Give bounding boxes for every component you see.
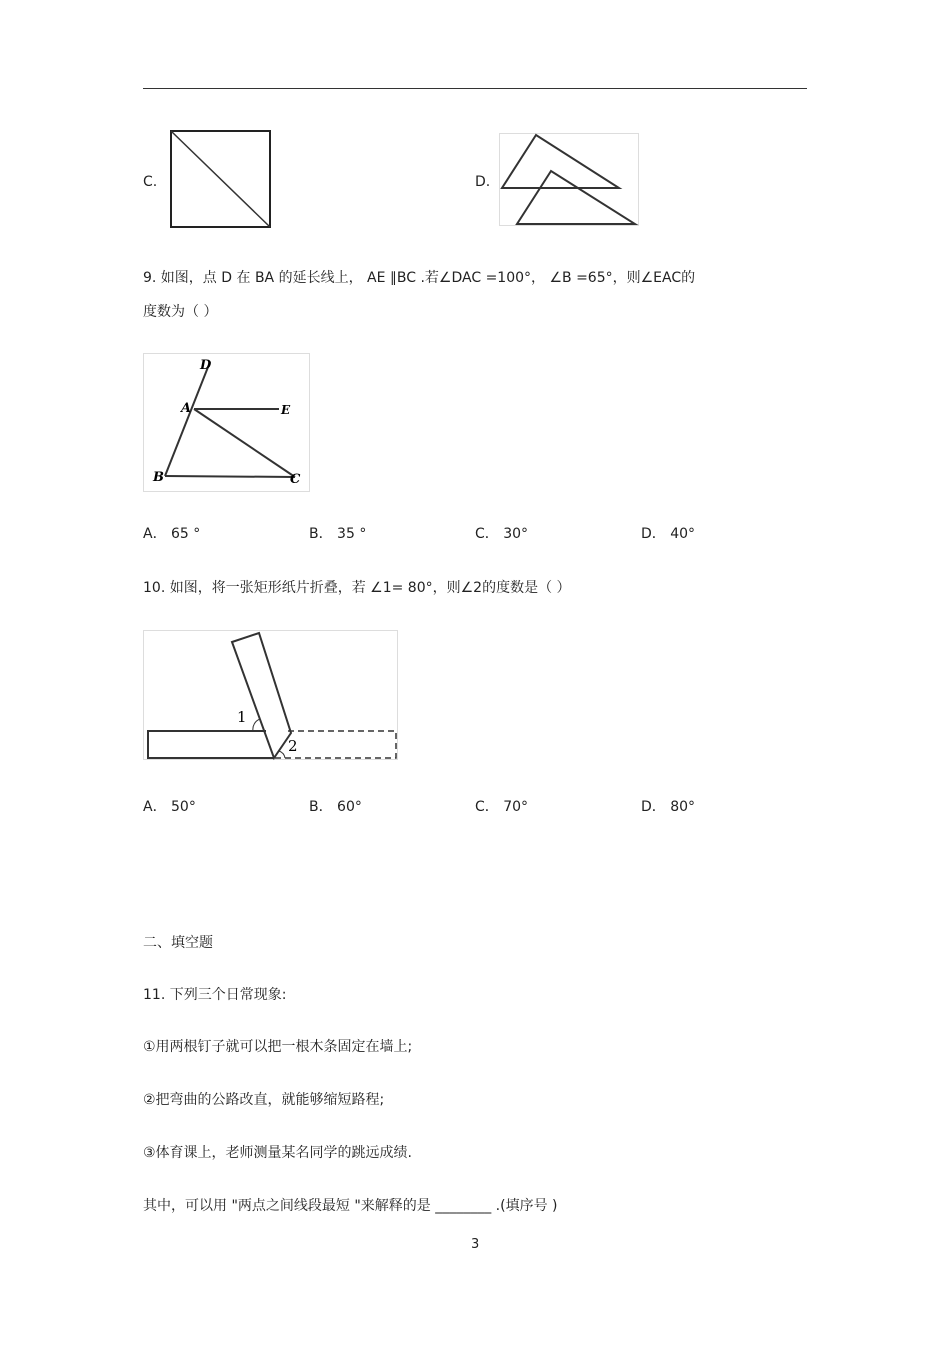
label-angle-2: 2: [288, 737, 298, 755]
line-ac: [194, 409, 295, 477]
label-e: E: [281, 403, 291, 417]
q10-text-line1: 10. 如图，将一张矩形纸片折叠，若 ∠1= 80°，则∠2的度数是（ ）: [143, 580, 571, 596]
q10-option-b[interactable]: B． 60°: [309, 799, 362, 815]
q11-item-1: ①用两根钉子就可以把一根木条固定在墙上;: [143, 1039, 413, 1055]
q9-text-line1: 9. 如图，点 D 在 BA 的延长线上， AE ∥BC .若∠DAC =100°， ∠B =65°，则∠EAC的: [143, 270, 696, 286]
lower-triangle: [517, 171, 635, 224]
label-c: C: [290, 472, 301, 487]
line-db: [165, 362, 210, 476]
q8-option-c-label: C.: [143, 174, 158, 190]
page-number: 3: [471, 1237, 480, 1252]
q9-option-a[interactable]: A． 65 °: [143, 526, 201, 542]
q8-figure-d: [499, 133, 639, 226]
q9-text-line2: 度数为（ ）: [143, 304, 218, 320]
label-d: D: [200, 358, 212, 373]
angle-2-arc: [279, 751, 285, 758]
q10-option-c[interactable]: C． 70°: [475, 799, 529, 815]
q8-figure-c: [168, 128, 274, 230]
q11-item-3: ③体育课上，老师测量某名同学的跳远成绩.: [143, 1145, 412, 1161]
q9-option-d[interactable]: D． 40°: [641, 526, 696, 542]
q11-item-2: ②把弯曲的公路改直，就能够缩短路程;: [143, 1092, 385, 1108]
paper-strip-solid: [148, 731, 274, 758]
label-angle-1: 1: [237, 708, 247, 726]
line-bc: [165, 476, 295, 477]
q9-option-b[interactable]: B． 35 °: [309, 526, 367, 542]
q10-option-a[interactable]: A． 50°: [143, 799, 196, 815]
label-b: B: [153, 470, 164, 485]
header-rule: [143, 88, 807, 89]
upper-triangle: [502, 135, 619, 188]
angle-1-arc: [253, 719, 260, 731]
folded-flap: [232, 633, 291, 758]
q10-figure: [143, 630, 399, 761]
q11-title: 11. 下列三个日常现象:: [143, 987, 287, 1003]
q8-option-d-label: D.: [475, 174, 491, 190]
section-heading: 二、填空题: [143, 935, 213, 951]
q11-question: 其中，可以用 "两点之间线段最短 "来解释的是 ________ .(填序号 ): [143, 1198, 558, 1214]
q9-option-c[interactable]: C． 30°: [475, 526, 529, 542]
label-a: A: [181, 401, 192, 416]
q9-figure: [143, 353, 311, 493]
diagonal-line: [171, 131, 270, 227]
q10-option-d[interactable]: D． 80°: [641, 799, 696, 815]
